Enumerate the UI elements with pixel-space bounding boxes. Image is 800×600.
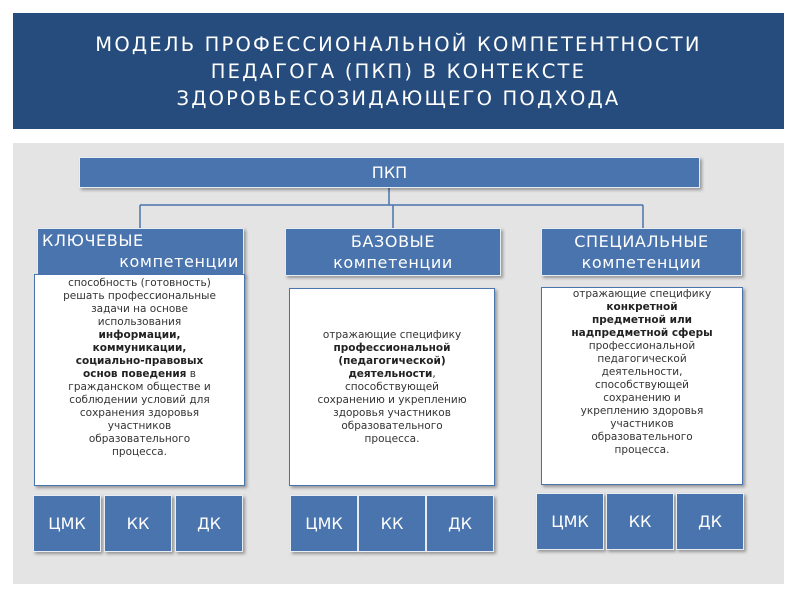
category-title: СПЕЦИАЛЬНЫЕ <box>574 232 709 251</box>
description-line <box>542 379 742 392</box>
description-text: коммуникации, <box>92 342 187 354</box>
category-subtitle: компетенции <box>119 252 239 271</box>
sub-cmk-spec <box>536 493 604 550</box>
category-subtitle: компетенции <box>581 253 702 272</box>
description-text: задачи на основе <box>91 303 188 315</box>
sub-label: КК <box>126 514 150 533</box>
description-text: педагогической <box>597 353 687 365</box>
description-line <box>290 381 494 394</box>
sub-label: ЦМК <box>48 514 86 533</box>
description-line <box>542 353 742 366</box>
sub-label: ДК <box>698 512 722 531</box>
description-text: социально-правовых <box>75 355 204 367</box>
description-text: способность (готовность) <box>68 277 211 289</box>
description-text: способствующей <box>344 380 440 393</box>
description-text: профессиональной <box>333 341 451 354</box>
description-line <box>542 366 742 379</box>
sub-dk-base <box>426 495 494 552</box>
description-text: (педагогической) <box>338 354 446 367</box>
description-text: процесса. <box>364 432 420 445</box>
description-text: предметной или <box>591 314 693 326</box>
category-base-competences <box>285 228 501 276</box>
description-text: процесса. <box>614 444 670 456</box>
description-line <box>542 405 742 418</box>
description-text: здоровья участников <box>333 406 451 419</box>
description-line <box>35 381 244 394</box>
description-line <box>35 303 244 316</box>
description-text: образовательного <box>591 431 693 443</box>
description-text: образовательного <box>341 419 443 432</box>
description-text: сохранению и укреплению <box>317 393 467 406</box>
description-text: отражающие специфику <box>322 328 462 341</box>
description-text: участников <box>610 418 674 430</box>
sub-label: ЦМК <box>551 512 589 531</box>
sub-cmk-base <box>290 495 358 552</box>
category-title: КЛЮЧЕВЫЕ <box>42 231 144 250</box>
description-line <box>35 446 244 459</box>
sub-dk-key <box>175 495 243 552</box>
description-text: гражданском обществе и <box>68 381 211 393</box>
description-line <box>35 342 244 355</box>
description-line <box>35 407 244 420</box>
description-line <box>290 342 494 355</box>
description-base <box>289 288 495 486</box>
description-line <box>35 433 244 446</box>
category-key-competences <box>37 228 244 276</box>
description-line <box>542 418 742 431</box>
description-text: решать профессиональные <box>63 290 216 302</box>
description-line <box>35 316 244 329</box>
sub-kk-spec <box>606 493 674 550</box>
root-node-pkp <box>79 157 700 188</box>
description-line <box>35 368 244 381</box>
description-text: способствующей <box>594 379 690 391</box>
category-subtitle: компетенции <box>333 253 453 272</box>
title-line: ПЕДАГОГА (ПКП) В КОНТЕКСТЕ <box>210 59 587 83</box>
description-suffix: в <box>186 368 196 380</box>
description-line <box>290 394 494 407</box>
description-text: процесса. <box>112 446 167 458</box>
description-text: использования <box>97 316 182 328</box>
category-special-competences <box>541 228 742 276</box>
description-text: соблюдении условий для <box>69 394 210 406</box>
sub-kk-key <box>104 495 172 552</box>
description-key <box>34 274 245 486</box>
description-line <box>290 433 494 446</box>
sub-label: ДК <box>197 514 221 533</box>
description-special <box>541 287 743 485</box>
description-text: сохранения здоровья <box>79 407 200 419</box>
description-text: деятельности, <box>601 366 683 378</box>
description-text: основ поведения <box>83 368 187 380</box>
description-text: сохранению и <box>603 392 681 404</box>
title-line: ЗДОРОВЬЕСОЗИДАЮЩЕГО ПОДХОДА <box>176 86 621 110</box>
description-text: конкретной <box>606 301 678 313</box>
sub-label: ЦМК <box>305 514 343 533</box>
description-text: укреплению здоровья <box>580 405 704 417</box>
category-title: БАЗОВЫЕ <box>350 232 436 251</box>
description-line <box>542 340 742 353</box>
sub-label: КК <box>380 514 404 533</box>
description-text: деятельности <box>348 367 433 380</box>
sub-kk-base <box>358 495 426 552</box>
description-line <box>542 392 742 405</box>
sub-label: КК <box>628 512 652 531</box>
description-line <box>290 355 494 368</box>
description-line <box>35 355 244 368</box>
description-text: надпредметной сферы <box>571 327 713 339</box>
description-text: участников <box>107 420 172 432</box>
description-line <box>542 444 742 457</box>
description-line <box>290 420 494 433</box>
description-line <box>35 290 244 303</box>
description-line <box>542 288 742 301</box>
description-text: образовательного <box>88 433 191 445</box>
description-text: отражающие специфику <box>572 288 712 300</box>
description-line <box>35 394 244 407</box>
description-line <box>542 301 742 314</box>
title-line: МОДЕЛЬ ПРОФЕССИОНАЛЬНОЙ КОМПЕТЕНТНОСТИ <box>95 32 702 56</box>
description-suffix: , <box>432 367 436 380</box>
description-line <box>542 314 742 327</box>
description-line <box>35 277 244 290</box>
sub-dk-spec <box>676 493 744 550</box>
description-text: профессиональной <box>588 340 696 352</box>
description-line <box>542 327 742 340</box>
description-line <box>35 329 244 342</box>
sub-label: ДК <box>448 514 472 533</box>
root-label: ПКП <box>371 163 408 182</box>
description-line <box>35 420 244 433</box>
description-line <box>542 431 742 444</box>
sub-cmk-key <box>33 495 101 552</box>
description-line <box>290 329 494 342</box>
description-line <box>290 368 494 381</box>
description-text: информации, <box>98 329 181 341</box>
description-line <box>290 407 494 420</box>
